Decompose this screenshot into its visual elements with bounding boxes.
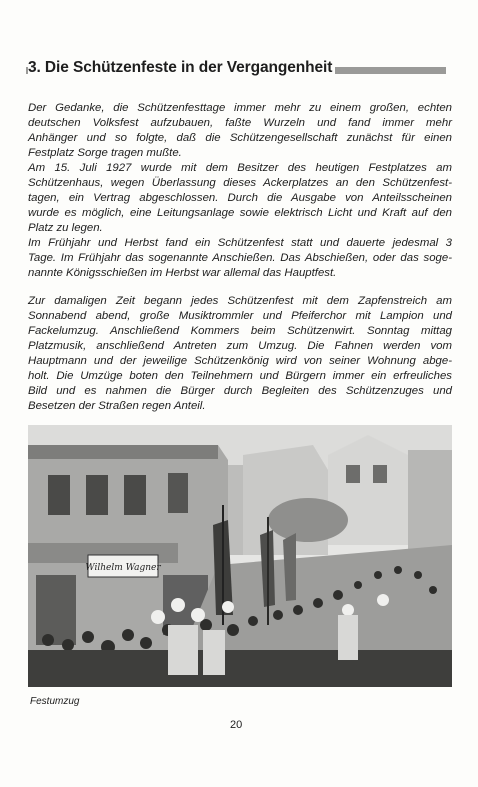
- text-line: Im Frühjahr und Herbst fand ein Schützenfest statt und dauerte jedesmal 3: [28, 237, 452, 249]
- text-line: deutschen Volksfest aufzubauen, faßte Wurzeln und fand immer mehr: [28, 117, 452, 129]
- text-line: Platz zu legen.: [28, 222, 103, 234]
- text-line: Festplatz Sorge tragen mußte.: [28, 147, 182, 159]
- page-number: 20: [230, 719, 243, 731]
- paragraph-history-festplatz: [28, 101, 452, 281]
- text-line: Zur damaligen Zeit begann jedes Schützenfest mit dem Zapfenstreich am: [28, 295, 452, 307]
- text-line: holt. Die Umzüge boten den Teilnehmern und Bürgern immer ein erfreuliches: [28, 370, 452, 382]
- text-line: Sonnabend abend, große Musiktrommler und Pfeiferchor mit Lampion und: [28, 310, 452, 322]
- text-line: Der Gedanke, die Schützenfesttage immer mehr zu einem großen, echten: [28, 102, 452, 114]
- paragraph-festival-procession: [28, 294, 452, 414]
- section-heading-block: [26, 58, 446, 80]
- section-heading: 3. Die Schützenfeste in der Vergangenheit: [28, 58, 335, 78]
- shop-sign-text: Wilhelm Wagner: [85, 563, 161, 573]
- text-line: Platzmusik, anschließend Antreten zum Umzug. Die Fahnen werden vom: [28, 340, 452, 352]
- text-line: Besetzen der Straßen regen Anteil.: [28, 400, 206, 412]
- text-line: tagen, ein Vertrag abgeschlossen. Durch die Ausgabe von Anteilsscheinen: [28, 192, 452, 204]
- text-line: Am 15. Juli 1927 wurde mit dem Besitzer des heutigen Festplatzes am: [28, 162, 452, 174]
- text-line: nannte Königsschießen im Herbst war allemal das Hauptfest.: [28, 267, 337, 279]
- text-line: Anhänger und so folgte, daß die Schützengesellschaft zunächst für einen: [28, 132, 452, 144]
- text-line: Fackelumzug. Anschließend Kommers beim Schützenwirt. Sonntag mittag: [28, 325, 452, 337]
- text-line: Hauptmann und der jeweilige Schützenkönig wird von seiner Wohnung abge-: [28, 355, 452, 367]
- text-line: Bild und es nahmen die Bürger durch Begleiten des Schützenzuges und: [28, 385, 452, 397]
- text-line: Tage. Im Frühjahr das sogenannte Anschießen. Das Abschießen, oder das soge-: [28, 252, 452, 264]
- text-line: wurde es möglich, eine Leitungsanlage sowie elektrisch Licht und Kraft auf den: [28, 207, 452, 219]
- text-line: Schützenhaus, wegen Überlassung dieses Ackerplatzes an den Schützenfest-: [28, 177, 452, 189]
- photo-caption: Festumzug: [30, 696, 80, 707]
- festumzug-photo: [28, 425, 452, 687]
